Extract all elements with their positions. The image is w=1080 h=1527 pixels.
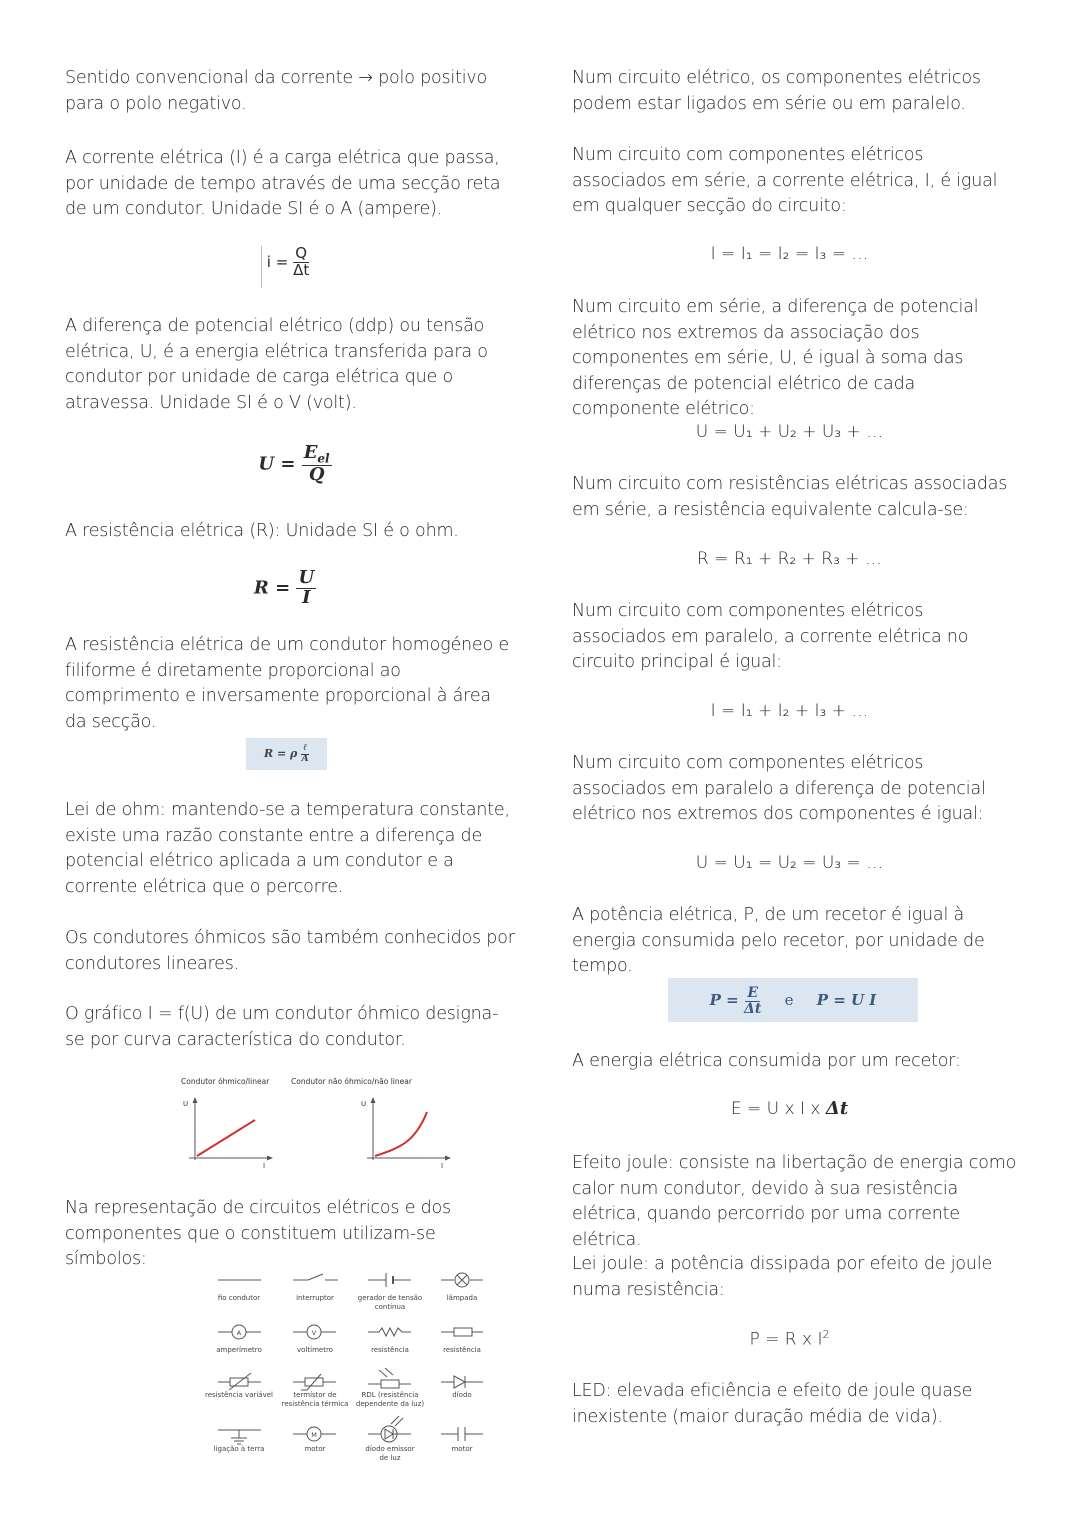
circuit-symbols-figure xyxy=(143,1270,503,1466)
capacitor-symbol xyxy=(441,1427,483,1441)
symbol-label: amperímetro xyxy=(216,1346,262,1354)
symbol-label: resistência variável xyxy=(204,1391,274,1399)
parallel-voltage-text: Num circuito com componentes elétricos associados em paralelo a diferença de potencial elétrico nos extremos dos componentes é igual: xyxy=(572,753,986,824)
resistor-box-symbol xyxy=(441,1328,483,1336)
formula-denominator: A xyxy=(301,753,309,764)
motor-letter: M xyxy=(311,1431,317,1439)
ohmic-graph xyxy=(183,1097,273,1170)
symbol-label: interruptor xyxy=(296,1294,334,1302)
lamp-symbol xyxy=(441,1273,483,1287)
series-current-text: Num circuito com componentes elétricos associados em série, a corrente elétrica, I, é igual em qualquer secção do circuito: xyxy=(572,145,998,216)
voltmeter-letter: V xyxy=(311,1329,317,1337)
formula-denominator: Δt xyxy=(743,1000,762,1017)
power-definition-text: A potência elétrica, P, de um recetor é igual à energia consumida pelo recetor, por unidade de tempo. xyxy=(572,905,985,976)
symbol-label: gerador de tensão xyxy=(357,1294,423,1302)
formula-lhs: P = xyxy=(709,991,739,1009)
symbol-label: termístor de xyxy=(293,1391,337,1399)
energy-formula xyxy=(572,1098,1007,1119)
joule-formula xyxy=(572,1328,1007,1350)
parallel-voltage-formula: U = U₁ = U₂ = U₃ = … xyxy=(695,853,884,873)
voltage-formula xyxy=(245,444,345,485)
symbol-label: resistência xyxy=(371,1346,409,1354)
symbol-label: contínua xyxy=(374,1303,406,1311)
formula-lhs: R = ρ xyxy=(263,747,298,760)
led-text: LED: elevada eficiência e efeito de joule quase inexistente (maior duração média de vida). xyxy=(572,1381,973,1427)
formula-denominator: I xyxy=(302,586,311,608)
ground-symbol xyxy=(218,1430,261,1444)
nonohmic-graph-title: Condutor não óhmico/não linear xyxy=(291,1077,412,1086)
symbol-label: voltímetro xyxy=(297,1346,333,1354)
symbol-label: resistência térmica xyxy=(281,1400,349,1408)
energy-consumed-text: A energia elétrica consumida por um recetor: xyxy=(572,1051,961,1071)
resistor-zigzag-symbol xyxy=(368,1328,411,1336)
resistance-unit-text: A resistência elétrica (R): Unidade SI é o ohm. xyxy=(65,521,459,541)
joule-effect-text: Efeito joule: consiste na libertação de energia como calor num condutor, devido à sua resistência elétrica, quando percorrido por uma corrente elétrica. xyxy=(572,1153,1017,1250)
formula-text: P = R x I xyxy=(749,1329,823,1350)
symbol-label: díodo emissor xyxy=(365,1445,415,1453)
formula-exponent: 2 xyxy=(822,1328,830,1341)
symbol-label: RDL (resistência xyxy=(361,1391,419,1399)
x-axis-label: I xyxy=(263,1162,266,1170)
symbol-label: motor xyxy=(304,1445,326,1453)
series-resistance-text: Num circuito com resistências elétricas associadas em série, a resistência equivalente calcula-se: xyxy=(572,474,1008,520)
symbol-label: de luz xyxy=(379,1454,401,1462)
formula-numerator: ℓ xyxy=(303,743,308,754)
parallel-current-formula: I = I₁ + I₂ + I₃ + … xyxy=(710,701,869,721)
diode-symbol xyxy=(441,1376,483,1388)
power-formula xyxy=(668,978,918,1022)
formula-numerator: U xyxy=(298,567,315,588)
current-formula xyxy=(261,246,314,288)
formula-rhs: P = U I xyxy=(816,991,877,1009)
voltage-definition-text: A diferença de potencial elétrico (ddp) ou tensão elétrica, U, é a energia elétrica transferida para o condutor por unidade de carga elétrica que o atravessa. Unidade SI é o V (volt). xyxy=(65,316,488,413)
formula-text: E = U x I x xyxy=(730,1099,821,1119)
switch-symbol xyxy=(293,1274,338,1280)
symbol-label: díodo xyxy=(452,1391,472,1399)
series-voltage-formula: U = U₁ + U₂ + U₃ + … xyxy=(695,422,884,442)
nonohmic-graph xyxy=(361,1097,451,1170)
formula-denominator: Δt xyxy=(293,260,310,279)
formula-lhs: R = xyxy=(253,577,291,599)
y-axis-label: U xyxy=(183,1100,189,1108)
current-definition-text: A corrente elétrica (I) é a carga elétrica que passa, por unidade de tempo através de uma secção reta de um condutor. Unidade SI é o A (ampere). xyxy=(65,148,501,219)
x-axis-label: I xyxy=(441,1162,444,1170)
formula-subscript: el xyxy=(317,451,330,466)
variable-resistor-symbol xyxy=(218,1373,261,1390)
ohmic-graph-title: Condutor óhmico/linear xyxy=(181,1077,270,1086)
formula-lhs: i = xyxy=(266,252,289,271)
led-symbol xyxy=(368,1416,411,1442)
y-axis-label: U xyxy=(361,1100,367,1108)
joule-law-text: Lei joule: a potência dissipada por efeito de joule numa resistência: xyxy=(572,1254,993,1300)
series-voltage-text: Num circuito em série, a diferença de potencial elétrico nos extremos da associação dos componentes em série, U, é igual à soma das diferenças de potencial elétrico de cada componente elétrico: xyxy=(572,297,979,419)
formula-denominator: Q xyxy=(308,464,325,486)
ammeter-letter: A xyxy=(236,1329,242,1337)
nonohmic-curve xyxy=(375,1112,427,1156)
ohmic-conductors-text: Os condutores óhmicos são também conhecidos por condutores lineares. xyxy=(65,928,515,974)
formula-numerator: E xyxy=(303,442,318,463)
series-current-formula: I = I₁ = I₂ = I₃ = … xyxy=(710,244,869,264)
series-parallel-text: Num circuito elétrico, os componentes elétricos podem estar ligados em série ou em paralelo. xyxy=(572,68,981,114)
thermistor-symbol xyxy=(293,1374,336,1390)
ldr-symbol xyxy=(368,1368,411,1388)
formula-connector: e xyxy=(784,991,794,1009)
symbol-label: fio condutor xyxy=(217,1294,261,1302)
resistivity-formula xyxy=(246,738,327,770)
formula-numerator: E xyxy=(747,984,758,1001)
conventional-current-text: Sentido convencional da corrente → polo positivo para o polo negativo. xyxy=(65,68,488,114)
symbol-label: lâmpada xyxy=(446,1294,478,1302)
parallel-current-text: Num circuito com componentes elétricos associados em paralelo, a corrente elétrica no circuito principal é igual: xyxy=(572,601,969,672)
ohmic-curve xyxy=(197,1120,255,1156)
formula-numerator: Q xyxy=(295,244,308,262)
formula-lhs: U = xyxy=(258,453,296,475)
symbol-label: ligação à terra xyxy=(213,1445,265,1453)
symbols-intro-text: Na representação de circuitos elétricos e dos componentes que o constituem utilizam-se símbolos: xyxy=(65,1198,451,1269)
symbol-label: resistência xyxy=(443,1346,481,1354)
symbol-label: motor xyxy=(451,1445,473,1453)
resistivity-text: A resistência elétrica de um condutor homogéneo e filiforme é diretamente proporcional ao comprimento e inversamente proporcional à área da secção. xyxy=(65,635,509,732)
dc-generator-symbol xyxy=(368,1273,411,1287)
characteristic-curves-figure xyxy=(175,1072,465,1172)
symbol-label: dependente da luz) xyxy=(355,1400,425,1408)
characteristic-curve-text: O gráfico I = f(U) de um condutor óhmico designa-se por curva característica do condutor. xyxy=(65,1004,499,1050)
ohm-law-text: Lei de ohm: mantendo-se a temperatura constante, existe uma razão constante entre a diferença de potencial elétrico aplicada a um condutor e a corrente elétrica que o percorre. xyxy=(65,800,510,897)
formula-delta-t: Δt xyxy=(825,1098,849,1119)
resistance-formula xyxy=(245,569,325,608)
series-resistance-formula: R = R₁ + R₂ + R₃ + … xyxy=(697,549,882,569)
